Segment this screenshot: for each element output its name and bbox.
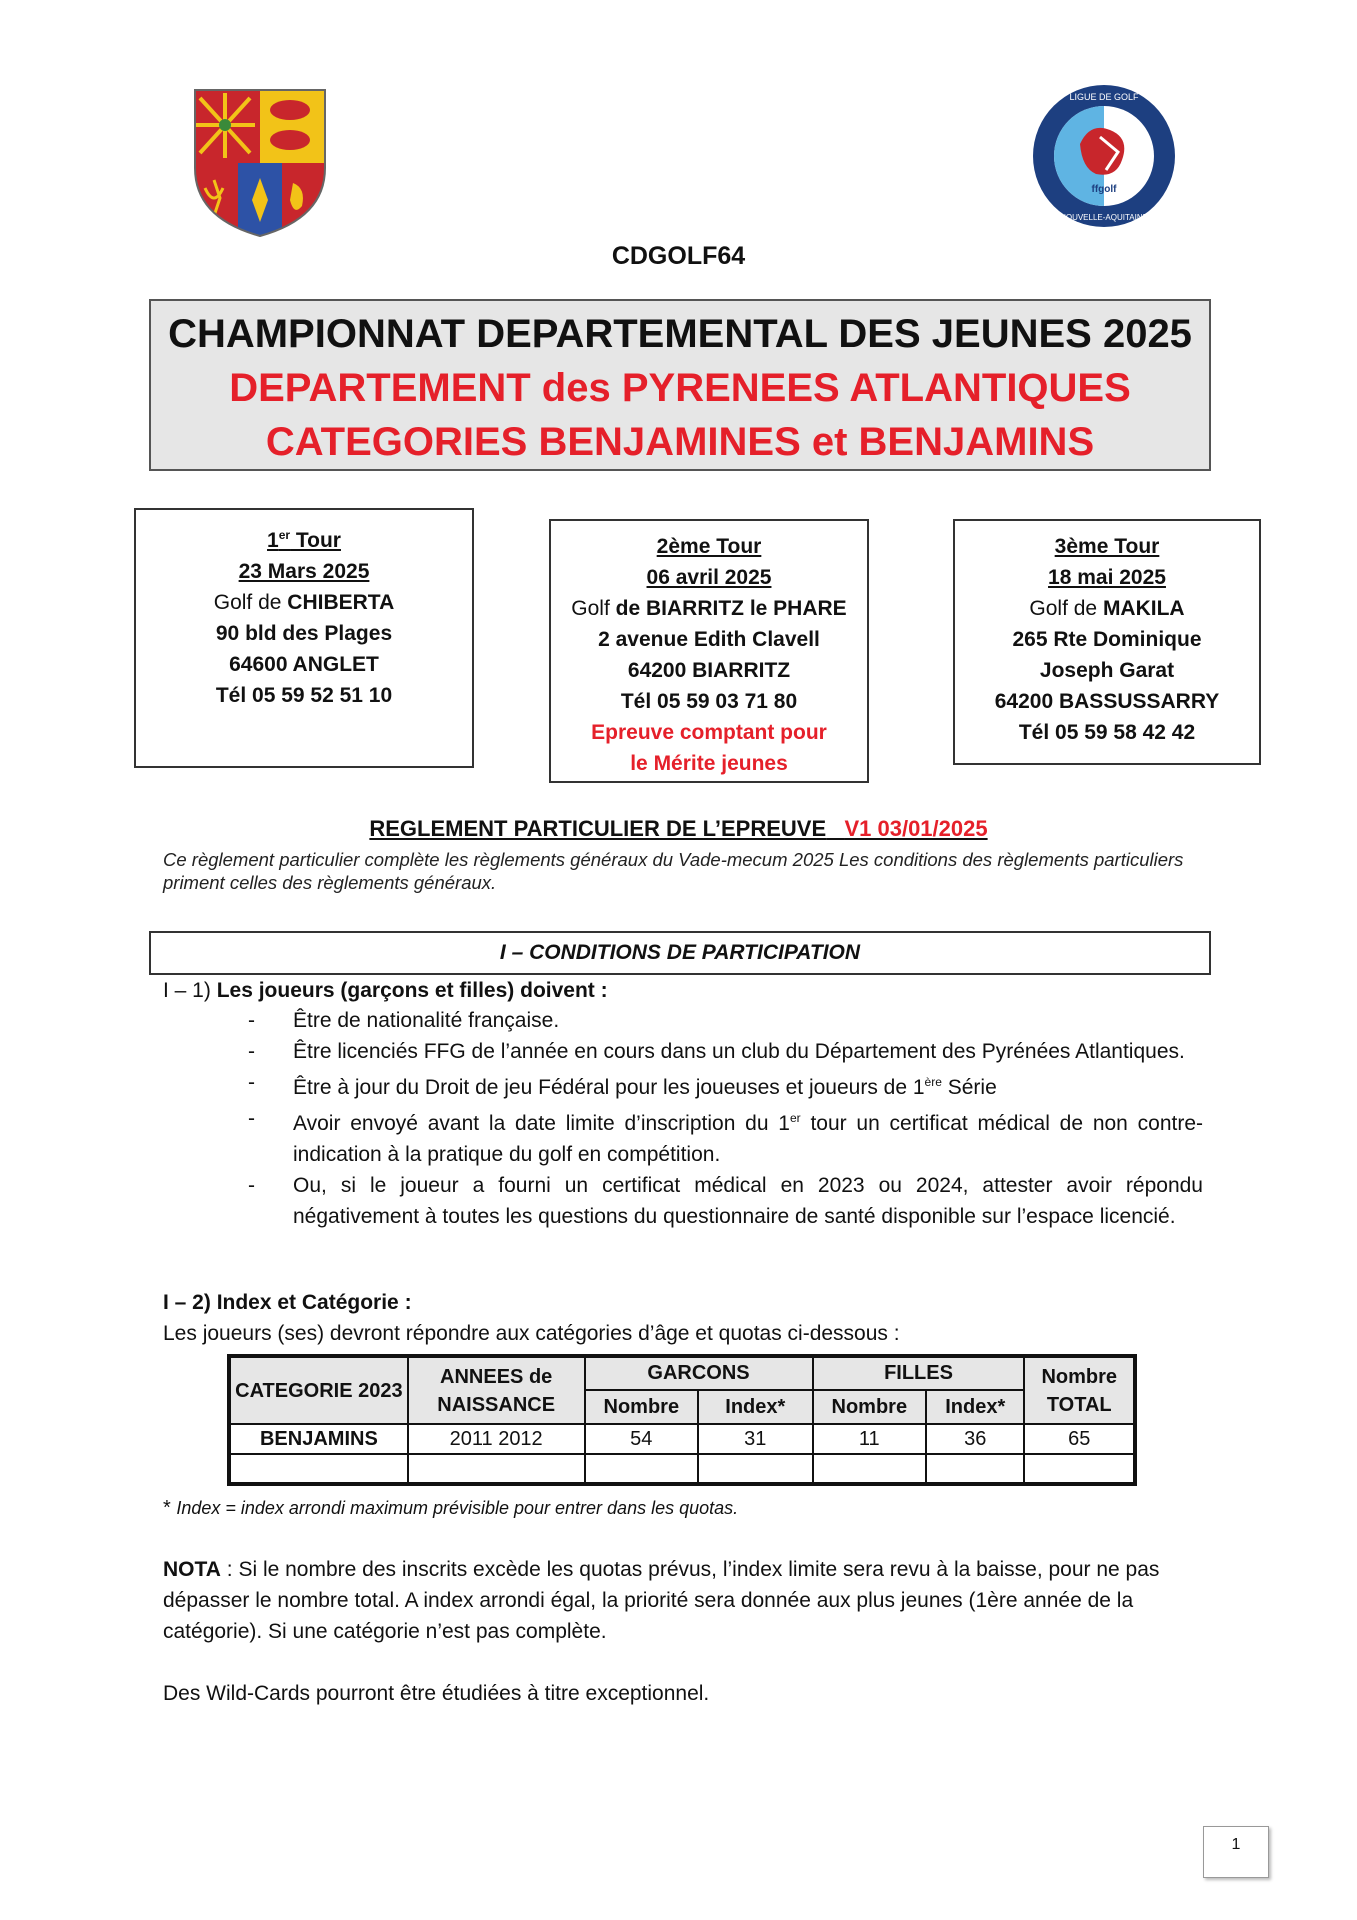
cell-garcons-nombre: 54	[585, 1424, 699, 1454]
list-item: - Ou, si le joueur a fourni un certificat médical en 2023 ou 2024, attester avoir répondu négativement à toutes les questions du questionnaire de santé disponible sur l’espace licencié.	[248, 1170, 1203, 1232]
page-number: 1	[1231, 1836, 1241, 1853]
list-item: - Avoir envoyé avant la date limite d’inscription du 1er tour un certificat médical de non contre-indication à la pratique du golf en compétition.	[248, 1103, 1203, 1170]
header-filles-index: Index*	[926, 1390, 1024, 1424]
cell-total: 65	[1024, 1424, 1135, 1454]
organization-name: CDGOLF64	[611, 242, 746, 270]
cell-categorie: BENJAMINS	[229, 1424, 408, 1454]
tour-2-label: 2ème Tour	[656, 535, 762, 558]
tour-3-box	[953, 519, 1261, 765]
index-footnote: * Index = index arrondi maximum prévisible pour entrer dans les quotas.	[163, 1497, 739, 1519]
tour-1-golf: Golf de CHIBERTA	[213, 591, 395, 614]
tour-1-phone: Tél 05 59 52 51 10	[215, 684, 393, 707]
reglement-title: REGLEMENT PARTICULIER DE L’EPREUVE V1 03/01/2025	[369, 816, 988, 841]
table-row	[229, 1424, 1135, 1454]
section-conditions-title: I – CONDITIONS DE PARTICIPATION	[149, 931, 1211, 975]
tour-2-city: 64200 BIARRITZ	[627, 659, 791, 682]
tour-3-label: 3ème Tour	[1054, 535, 1160, 558]
reglement-version: V1 03/01/2025	[844, 816, 988, 841]
participation-conditions-list	[248, 1005, 1203, 1232]
ligue-golf-nouvelle-aquitaine-logo	[1030, 82, 1178, 230]
header-filles: FILLES	[813, 1356, 1025, 1390]
list-item: - Être de nationalité française.	[248, 1005, 1203, 1036]
header-garcons-nombre: Nombre	[585, 1390, 699, 1424]
tour-3-date: 18 mai 2025	[1048, 566, 1166, 589]
pyrenees-atlantiques-crest-logo	[190, 88, 330, 238]
list-item: - Être licenciés FFG de l’année en cours dans un club du Département des Pyrénées Atlantiques.	[248, 1036, 1203, 1067]
cell-annees: 2011 2012	[408, 1424, 585, 1454]
header-annees: ANNEES de NAISSANCE	[408, 1356, 585, 1424]
cell-filles-index: 36	[926, 1424, 1024, 1454]
tour-2-phone: Tél 05 59 03 71 80	[620, 690, 798, 713]
tour-1-city: 64600 ANGLET	[229, 653, 379, 676]
tour-3-phone: Tél 05 59 58 42 42	[1018, 721, 1196, 744]
subsection-1-title: I – 1) Les joueurs (garçons et filles) doivent :	[163, 979, 608, 1002]
tour-3-address: 265 Rte Dominique	[1012, 628, 1202, 651]
tour-1-date: 23 Mars 2025	[238, 560, 370, 583]
tour-1-address: 90 bld des Plages	[215, 622, 393, 645]
tour-2-address: 2 avenue Edith Clavell	[598, 628, 820, 651]
tour-2-merit-note: Epreuve comptant pour le Mérite jeunes	[591, 721, 827, 775]
tour-3-golf: Golf de MAKILA	[1029, 597, 1185, 620]
championship-title: CHAMPIONNAT DEPARTEMENTAL DES JEUNES 2025	[168, 312, 1192, 356]
svg-text:NOUVELLE-AQUITAINE: NOUVELLE-AQUITAINE	[1060, 213, 1148, 222]
cell-garcons-index: 31	[698, 1424, 813, 1454]
tour-1-label: 1er Tour	[267, 528, 341, 552]
title-box	[149, 299, 1211, 471]
header-garcons: GARCONS	[585, 1356, 813, 1390]
header-categorie: CATEGORIE 2023	[229, 1356, 408, 1424]
tour-2-box	[549, 519, 869, 783]
tour-3-address-2: Joseph Garat	[1039, 659, 1175, 682]
quota-table	[227, 1354, 1137, 1486]
tour-1-box	[134, 508, 474, 768]
list-item: - Être à jour du Droit de jeu Fédéral pour les joueuses et joueurs de 1ère Série	[248, 1067, 1203, 1103]
categories-title: CATEGORIES BENJAMINES et BENJAMINS	[265, 420, 1095, 464]
page-number-box	[1203, 1826, 1269, 1878]
tour-2-golf: Golf de BIARRITZ le PHARE	[571, 597, 847, 620]
header-filles-nombre: Nombre	[813, 1390, 927, 1424]
header-garcons-index: Index*	[698, 1390, 813, 1424]
nota-paragraph: NOTA : Si le nombre des inscrits excède les quotas prévus, l’index limite sera revu à la baisse, pour ne pas dépasser le nombre total. A index arrondi égal, la priorité sera donnée aux plus jeunes (1ère année de la catégorie). Si une catégorie n’est pas complète.	[163, 1558, 1160, 1643]
subsection-2-intro: Les joueurs (ses) devront répondre aux catégories d’âge et quotas ci-dessous :	[163, 1322, 900, 1345]
subsection-2-title: I – 2) Index et Catégorie :	[163, 1291, 412, 1314]
svg-text:ffgolf: ffgolf	[1091, 184, 1117, 195]
header-total: Nombre TOTAL	[1024, 1356, 1135, 1424]
svg-text:LIGUE DE GOLF: LIGUE DE GOLF	[1069, 92, 1139, 102]
department-title: DEPARTEMENT des PYRENEES ATLANTIQUES	[229, 366, 1131, 410]
tour-3-city: 64200 BASSUSSARRY	[994, 690, 1220, 713]
tour-2-date: 06 avril 2025	[646, 566, 772, 589]
table-row-empty	[229, 1454, 1135, 1484]
reglement-description: Ce règlement particulier complète les règlements généraux du Vade-mecum 2025 Les conditions des règlements particuliers priment celles des règlements généraux.	[163, 849, 1184, 893]
wildcards-text: Des Wild-Cards pourront être étudiées à titre exceptionnel.	[163, 1682, 710, 1705]
cell-filles-nombre: 11	[813, 1424, 927, 1454]
